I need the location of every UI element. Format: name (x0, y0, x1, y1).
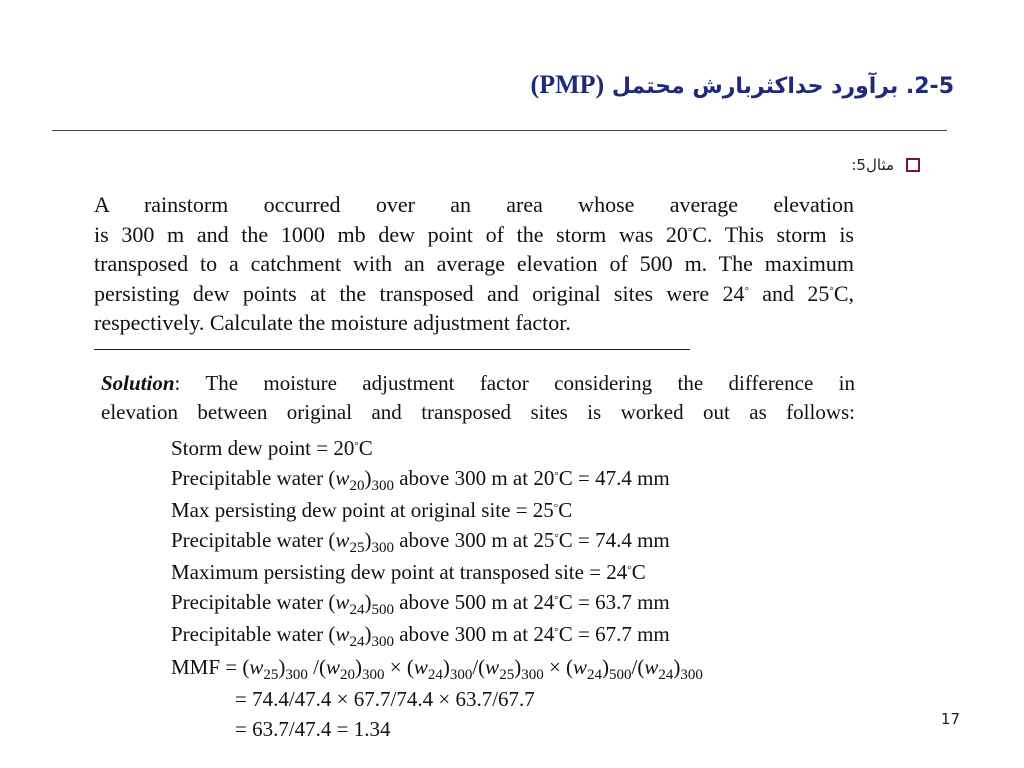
page-number: 17 (940, 710, 960, 728)
example-label: مثال5: (851, 156, 894, 174)
solution-line: Solution: The moisture adjustment factor considering the difference in (101, 371, 855, 395)
problem-line: respectively. Calculate the moisture adjustment factor. (94, 310, 571, 335)
problem-statement (94, 190, 854, 338)
square-bullet-icon (906, 158, 920, 172)
problem-line: A rainstorm occurred over an area whose average elevation (94, 192, 854, 217)
title-pmp: (PMP) (530, 70, 605, 99)
calc-result-expansion: = 74.4/47.4 × 67.7/74.4 × 63.7/67.7 (235, 687, 535, 711)
calc-pw-w24-300: Precipitable water $(w_{24})_{300}$ above 300 m at 24°C = 67.7 mm (171, 622, 670, 650)
calc-result-final: = 63.7/47.4 = 1.34 (235, 716, 391, 741)
calc-pw-w24-500: Precipitable water $(w_{24})_{500}$ above 500 m at 24°C = 63.7 mm (171, 589, 670, 618)
problem-line: is 300 m and the 1000 mb dew point of the storm was 20°C. This storm is (94, 221, 854, 247)
solution-heading: Solution (101, 371, 175, 395)
calculation-block (171, 434, 703, 744)
solution-intro (101, 369, 855, 426)
slide-title (531, 70, 954, 100)
calc-max-dew-transposed: Maximum persisting dew point at transposed site = 24°C (171, 560, 646, 584)
example-bullet (851, 156, 920, 174)
calc-max-dew-original: Max persisting dew point at original site = 25°C (171, 498, 573, 522)
section-divider (94, 349, 690, 350)
solution-line: elevation between original and transposed sites is worked out as follows: (101, 399, 855, 424)
problem-line: transposed to a catchment with an average elevation of 500 m. The maximum (94, 251, 854, 276)
title-divider (52, 130, 947, 131)
calc-storm-dew-point: Storm dew point = 20°C (171, 436, 373, 460)
calc-pw-w25-300: Precipitable water $(w_{25})_{300}$ above 300 m at 25°C = 74.4 mm (171, 527, 670, 556)
calc-pw-w20-300: Precipitable water $(w_{20})_{300}$ above 300 m at 20°C = 47.4 mm (171, 465, 670, 494)
calc-mmf-formula: MMF = $(w_{25})_{300}$ $/(w_{20})_{300} \times (w_{24})_{300}/(w_{25})_{300} \times (w_{24})_{500}/(w_{24})_{300}$ (171, 654, 703, 683)
title-text: 2-5. برآورد حداکثربارش محتمل (611, 74, 954, 99)
problem-line: persisting dew points at the transposed and original sites were 24° and 25°C, (94, 280, 855, 306)
